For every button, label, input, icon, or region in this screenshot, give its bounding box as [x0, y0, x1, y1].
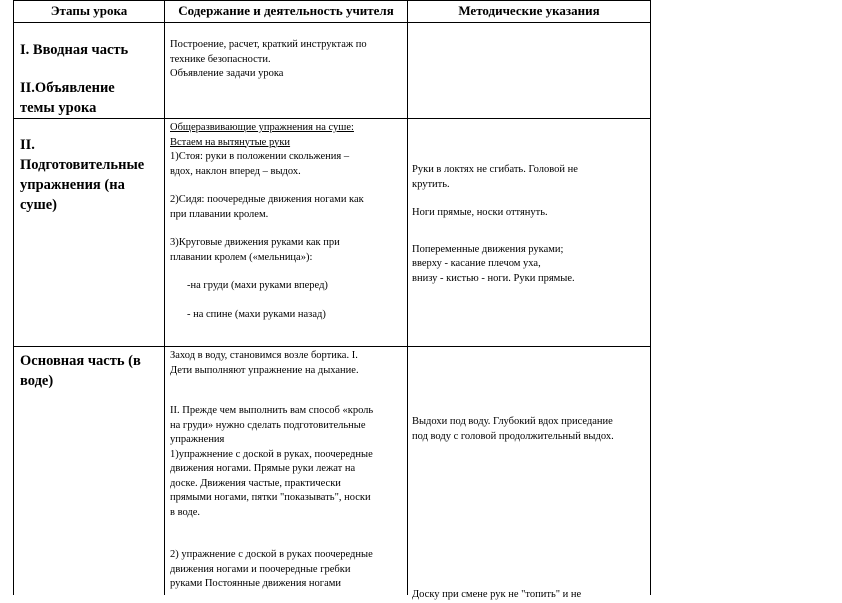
note-line: внизу - кистью - ноги. Руки прямые. — [412, 272, 575, 284]
stage-line: II. — [20, 137, 35, 153]
table-top-border — [13, 0, 651, 1]
note-line: Попеременные движения руками; — [412, 243, 564, 255]
content-line: II. Прежде чем выполнить вам способ «кроль — [170, 405, 374, 416]
content-line: 2) упражнение с доской в руках поочередные — [170, 549, 373, 560]
content-line: 1)Стоя: руки в положении скольжения – — [170, 151, 350, 162]
stage-intro-title: I. Вводная часть — [20, 42, 129, 58]
note-line: Руки в локтях не сгибать. Головой не — [412, 164, 578, 175]
row1-content — [170, 38, 402, 82]
stage-line: упражнения (на — [20, 177, 125, 193]
content-line: Объявление задачи урока — [170, 68, 284, 79]
col-divider-1 — [164, 0, 165, 595]
content-line: 3)Круговые движения руками как при — [170, 237, 340, 248]
note-line: Доску при смене рук не "топить" и не — [412, 589, 582, 600]
exercise-subheading: Встаем на вытянутые руки — [170, 136, 291, 148]
note-line: вверху - касание плечом уха, — [412, 258, 541, 269]
note-line: под воду с головой продолжительный выдох. — [412, 430, 614, 442]
header-bottom-border — [13, 22, 651, 23]
content-line: движения ногами. Прямые руки лежат на — [170, 463, 356, 474]
stage-line: суше) — [20, 197, 58, 213]
header-teacher-content: Содержание и деятельность учителя — [178, 3, 394, 18]
row2-stage — [20, 135, 162, 215]
content-line: прямыми ногами, пятки "показывать", носки — [170, 492, 371, 503]
header-method-notes: Методические указания — [458, 3, 600, 18]
header-stages: Этапы урока — [50, 3, 128, 18]
row2-content — [170, 121, 402, 322]
content-line: на груди» нужно сделать подготовительные — [170, 419, 366, 431]
content-line: упражнения — [170, 434, 225, 445]
row2-bottom-border — [13, 346, 651, 347]
content-line: 1)упражнение с доской в руках, поочередные — [170, 448, 373, 460]
content-line: руками Постоянные движения ногами — [170, 578, 342, 589]
content-line: 2)Сидя: поочередные движения ногами как — [170, 194, 364, 205]
row2-notes — [412, 163, 646, 286]
row3-content — [170, 349, 402, 592]
content-line: движения ногами и поочередные гребки — [170, 563, 351, 575]
content-line: Дети выполняют упражнение на дыхание. — [170, 364, 359, 376]
stage-announce-title-l1: II.Объявление — [20, 80, 115, 96]
note-line: крутить. — [412, 178, 450, 190]
row3-stage — [20, 351, 162, 391]
content-line: Построение, расчет, краткий инструктаж по — [170, 39, 367, 50]
stage-line: воде) — [20, 373, 54, 389]
table-right-border — [650, 0, 651, 595]
content-line: - на спине (махи руками назад) — [187, 308, 326, 320]
row1-bottom-border — [13, 118, 651, 119]
content-line: плавании кролем («мельница»): — [170, 251, 313, 263]
note-line: Ноги прямые, носки оттянуть. — [412, 207, 548, 218]
content-line: при плавании кролем. — [170, 208, 269, 220]
content-line: -на груди (махи руками вперед) — [187, 280, 328, 291]
row1-stage — [20, 40, 162, 118]
content-line: Заход в воду, становимся возле бортика. I. — [170, 350, 358, 361]
note-line: Выдохи под воду. Глубокий вдох приседание — [412, 416, 613, 427]
content-line: технике безопасности. — [170, 53, 271, 65]
exercise-heading: Общеразвивающие упражнения на суше: — [170, 122, 354, 133]
stage-line: Подготовительные — [20, 157, 145, 173]
stage-line: Основная часть (в — [20, 353, 141, 369]
content-line: доске. Движения частые, практически — [170, 477, 341, 489]
content-line: в воде. — [170, 506, 201, 518]
content-line: вдох, наклон вперед – выдох. — [170, 165, 301, 177]
col-divider-2 — [407, 0, 408, 595]
row3-notes — [412, 415, 646, 603]
stage-announce-title-l2: темы урока — [20, 100, 97, 116]
table-left-border — [13, 0, 14, 595]
